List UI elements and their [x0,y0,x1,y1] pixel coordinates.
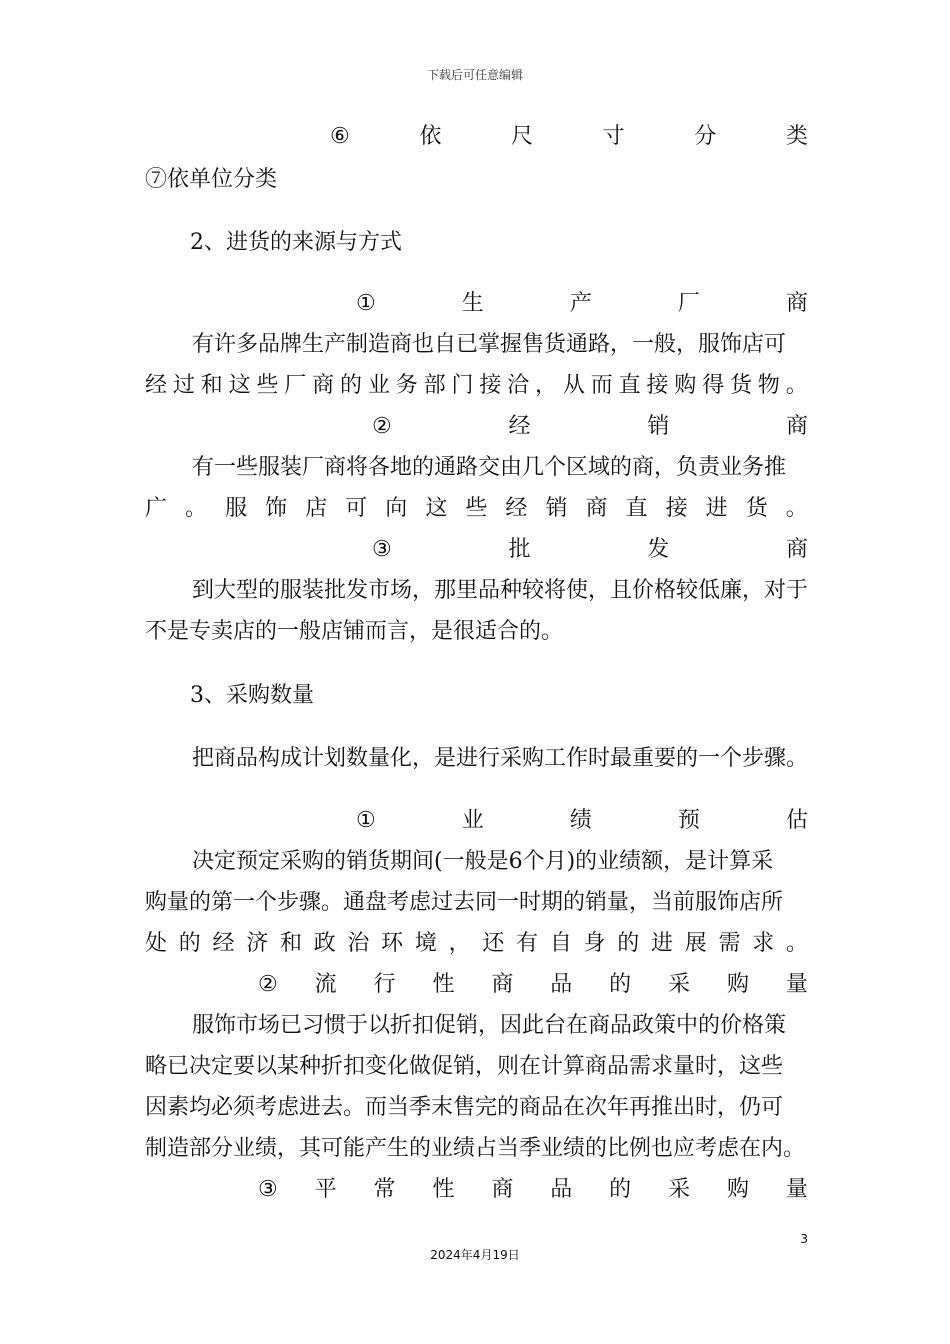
subheading: ③ 批 发 商 [372,537,808,562]
text-line: 决定预定采购的销货期间(一般是6个月)的业绩额，是计算采 [192,849,774,874]
text-line: 处 的 经 济 和 政 治 环 境 ， 还 有 自 身 的 进 展 需 求 。 [145,931,808,956]
subheading: ③ 平 常 性 商 品 的 采 购 量 [258,1177,808,1202]
text-line: 到大型的服装批发市场，那里品种较将使，且价格较低廉，对于 [192,578,809,603]
footer-date: 2024年4月19日 [430,1248,520,1262]
page-header: 下载后可任意编辑 [426,68,523,82]
text-line: 不是专卖店的一般店铺而言，是很适合的。 [145,619,564,644]
text-line: 经 过 和 这 些 厂 商 的 业 务 部 门 接 洽 ， 从 而 直 接 购 得 货 物 。 [145,373,808,398]
text-line: 服饰市场已习惯于以折扣促销，因此台在商品政策中的价格策 [192,1013,787,1038]
subheading: ① 生 产 厂 商 [356,291,808,316]
text-line: 购量的第一个步骤。通盘考虑过去同一时期的销量，当前服饰店所 [145,890,784,915]
subheading: ② 流 行 性 商 品 的 采 购 量 [258,972,808,997]
text-line: ⑥ 依 尺 寸 分 类 [330,124,808,149]
subheading: ① 业 绩 预 估 [356,808,808,833]
section-heading: 2、进货的来源与方式 [190,230,402,255]
text-line: 广 。 服 饰 店 可 向 这 些 经 销 商 直 接 进 货 。 [145,496,808,521]
text-line: 有许多品牌生产制造商也自已掌握售货通路，一般，服饰店可 [192,332,787,357]
text-line: 有一些服装厂商将各地的通路交由几个区域的商，负责业务推 [192,455,787,480]
text-line: ⑦依单位分类 [145,167,278,192]
text-line: 制造部分业绩，其可能产生的业绩占当季业绩的比例也应考虑在内。 [145,1136,806,1161]
section-heading: 3、采购数量 [190,683,314,708]
text-line: 把商品构成计划数量化，是进行采购工作时最重要的一个步骤。 [192,746,809,771]
subheading: ② 经 销 商 [372,414,808,439]
text-line: 因素均必须考虑进去。而当季末售完的商品在次年再推出时，仍可 [145,1095,784,1120]
text-line: 略已决定要以某种折扣变化做促销，则在计算商品需求量时，这些 [145,1054,784,1079]
page-number: 3 [800,1232,808,1246]
